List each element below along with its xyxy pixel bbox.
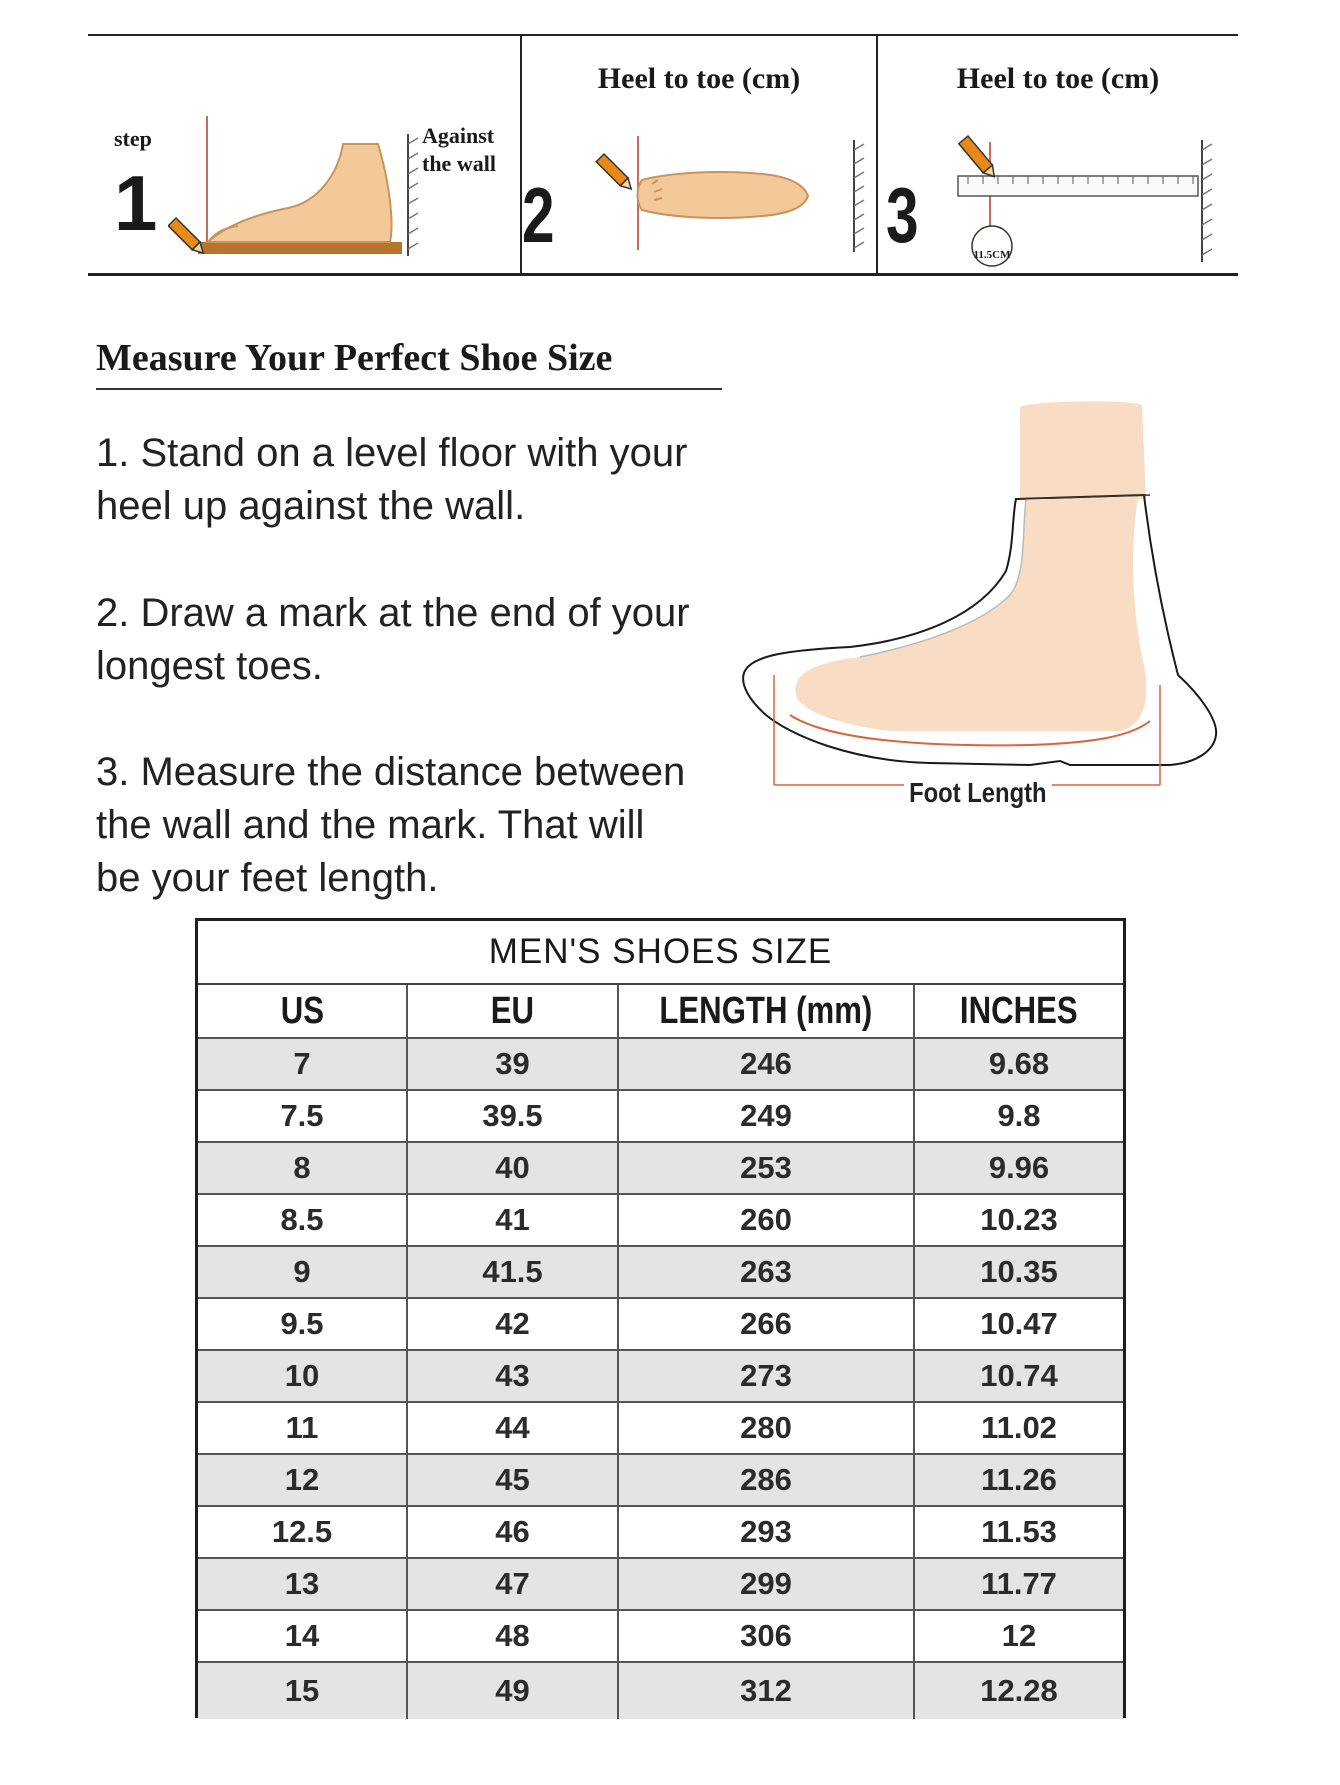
step-2-number: 2	[522, 171, 555, 259]
instruction-3: 3. Measure the distance between the wall and the mark. That will be your feet length.	[96, 750, 686, 900]
step-1-number: 1	[114, 159, 158, 247]
us-size-cell: 9.5	[198, 1299, 408, 1349]
foot-length-diagram	[730, 395, 1230, 825]
eu-size-cell: 43	[408, 1351, 619, 1401]
heel-to-toe-title: Heel to toe (cm)	[597, 62, 801, 95]
column-header-inches: INCHES	[960, 989, 1078, 1032]
foot-side-illustration	[168, 114, 424, 274]
eu-size-cell: 41.5	[408, 1247, 619, 1297]
eu-size-cell: 49	[408, 1663, 619, 1719]
table-row	[198, 1195, 1123, 1247]
step-1-panel	[88, 34, 520, 276]
us-size-cell: 10	[198, 1351, 408, 1401]
pencil-icon	[168, 218, 207, 257]
table-row	[198, 1507, 1123, 1559]
inches-cell: 10.35	[980, 1254, 1058, 1289]
table-row	[198, 1559, 1123, 1611]
pencil-icon	[596, 154, 635, 193]
us-size-cell: 14	[198, 1611, 408, 1661]
inches-cell: 10.23	[980, 1202, 1058, 1237]
us-size-cell: 12	[198, 1455, 408, 1505]
table-row	[198, 1351, 1123, 1403]
inches-cell: 9.96	[988, 1150, 1050, 1185]
heel-to-toe-title: Heel to toe (cm)	[956, 62, 1160, 95]
table-row	[198, 1091, 1123, 1143]
table-body	[198, 1039, 1123, 1719]
table-title: MEN'S SHOES SIZE	[198, 921, 1123, 985]
mens-shoe-size-table	[195, 918, 1126, 1718]
measurement-steps	[88, 34, 1238, 276]
eu-size-cell: 46	[408, 1507, 619, 1557]
inches-cell: 9.8	[997, 1098, 1041, 1133]
step-label: step	[114, 126, 152, 151]
eu-size-cell: 39.5	[408, 1091, 619, 1141]
column-header-us: US	[198, 985, 408, 1037]
eu-size-cell: 44	[408, 1403, 619, 1453]
inches-cell: 11.26	[981, 1462, 1057, 1497]
table-row	[198, 1247, 1123, 1299]
step-2-panel	[522, 34, 876, 276]
inches-cell: 11.77	[981, 1566, 1057, 1601]
step-3-number: 3	[886, 171, 919, 259]
inches-cell: 9.68	[988, 1046, 1050, 1081]
step-3-panel	[878, 34, 1238, 276]
us-size-cell: 12.5	[198, 1507, 408, 1557]
eu-size-cell: 48	[408, 1611, 619, 1661]
inches-cell: 11.53	[981, 1514, 1057, 1549]
foot-top-illustration	[582, 134, 872, 274]
us-size-cell: 8.5	[198, 1195, 408, 1245]
table-row	[198, 1611, 1123, 1663]
us-size-cell: 8	[198, 1143, 408, 1193]
inches-cell: 12.28	[980, 1673, 1058, 1708]
length-mm-cell: 266	[619, 1299, 915, 1349]
length-mm-cell: 246	[619, 1039, 915, 1089]
foot-length-label: Foot Length	[904, 777, 1052, 809]
length-mm-cell: 273	[619, 1351, 915, 1401]
table-row	[198, 1455, 1123, 1507]
eu-size-cell: 42	[408, 1299, 619, 1349]
eu-size-cell: 45	[408, 1455, 619, 1505]
foot-outline-illustration	[730, 395, 1230, 825]
length-mm-cell: 260	[619, 1195, 915, 1245]
inches-cell: 10.74	[980, 1358, 1058, 1393]
us-size-cell: 15	[198, 1663, 408, 1719]
pencil-icon	[959, 136, 999, 180]
column-header-eu: EU	[408, 985, 619, 1037]
us-size-cell: 7	[198, 1039, 408, 1089]
length-mm-cell: 299	[619, 1559, 915, 1609]
title-underline	[96, 388, 722, 390]
inches-cell: 11.02	[981, 1410, 1057, 1445]
length-mm-cell: 312	[619, 1663, 915, 1719]
us-size-cell: 13	[198, 1559, 408, 1609]
against-wall-note: Against the wall	[422, 123, 496, 176]
inches-cell: 10.47	[980, 1306, 1058, 1341]
column-header-length: LENGTH (mm)	[619, 985, 915, 1037]
length-mm-cell: 253	[619, 1143, 915, 1193]
eu-size-cell: 40	[408, 1143, 619, 1193]
length-mm-cell: 280	[619, 1403, 915, 1453]
instruction-1: 1. Stand on a level floor with your heel up against the wall.	[96, 431, 688, 528]
eu-size-cell: 39	[408, 1039, 619, 1089]
length-mm-cell: 249	[619, 1091, 915, 1141]
length-mm-cell: 293	[619, 1507, 915, 1557]
table-row	[198, 1403, 1123, 1455]
length-mm-cell: 306	[619, 1611, 915, 1661]
inches-cell: 12	[1001, 1618, 1037, 1653]
table-row	[198, 1143, 1123, 1195]
length-mm-cell: 286	[619, 1455, 915, 1505]
eu-size-cell: 41	[408, 1195, 619, 1245]
page-title: Measure Your Perfect Shoe Size	[96, 337, 613, 379]
table-header-row	[198, 985, 1123, 1039]
instruction-2: 2. Draw a mark at the end of your longest toes.	[96, 591, 690, 688]
eu-size-cell: 47	[408, 1559, 619, 1609]
length-mm-cell: 263	[619, 1247, 915, 1297]
us-size-cell: 11	[198, 1403, 408, 1453]
table-row	[198, 1299, 1123, 1351]
us-size-cell: 9	[198, 1247, 408, 1297]
table-row	[198, 1663, 1123, 1719]
us-size-cell: 7.5	[198, 1091, 408, 1141]
table-row	[198, 1039, 1123, 1091]
measurement-badge: 11.5CM	[973, 249, 1011, 261]
